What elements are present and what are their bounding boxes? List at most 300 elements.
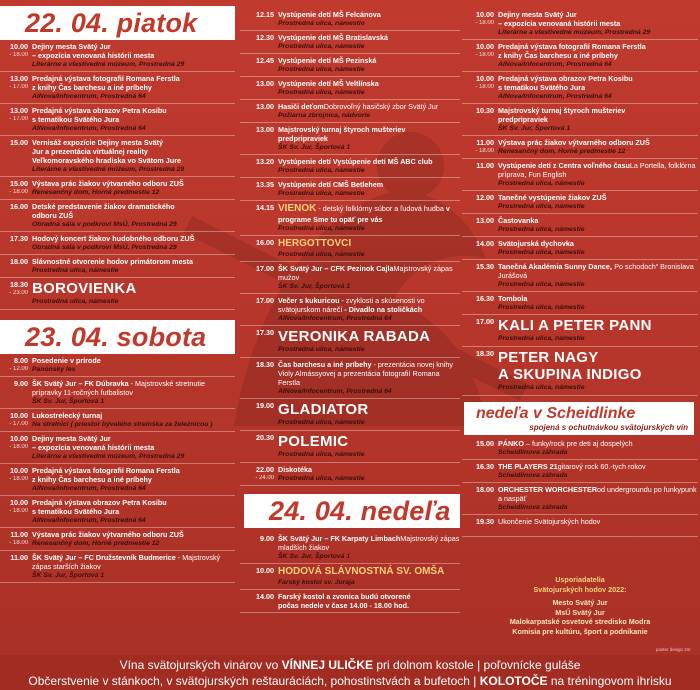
event-row: [0, 354, 235, 377]
event-body: [498, 74, 698, 101]
event-body: [32, 202, 235, 229]
event-start: 13.20: [256, 157, 274, 166]
event-start: 20.30: [256, 433, 274, 442]
event-body: [498, 349, 698, 393]
event-venue: AINova/Infocentrum, Prostredná 64: [498, 93, 612, 100]
event-title: Predajná výstava fotografií Romana Ferstla z knihy Čas barchesu a iné príbehy: [32, 466, 180, 484]
event-row: [0, 136, 235, 177]
event-time: [462, 42, 498, 69]
event-start: 19.30: [476, 517, 494, 526]
event-end: - 17.00: [9, 116, 28, 122]
event-start: 16.30: [476, 462, 494, 471]
event-body: [32, 498, 235, 525]
event-start: 17.00: [256, 264, 274, 273]
event-body: [278, 203, 460, 233]
event-end: - 18.00: [9, 508, 28, 514]
event-row: [240, 399, 460, 431]
event-venue: Renesančný dom, Horné predmestie 12: [498, 148, 626, 155]
event-body: [32, 466, 235, 493]
event-row: [0, 409, 235, 432]
event-end: - 18.00: [475, 20, 494, 26]
event-body: [32, 179, 235, 197]
event-row: [0, 432, 235, 464]
event-venue: Prostredná ulica, námestie: [498, 304, 585, 311]
event-time: [240, 360, 278, 396]
event-body: [278, 238, 460, 259]
event-row: [240, 358, 460, 399]
event-venue: Literárne a vlastivedné múzeum, Prostredná 29: [498, 29, 651, 36]
event-start: 17.30: [10, 234, 28, 243]
event-venue: Prostredná ulica, námestie: [498, 180, 585, 187]
event-venue: ŠK Sv. Jur, Športová 1: [278, 283, 351, 290]
event-start: 11.00: [476, 161, 494, 170]
event-highlight: VIENOK: [278, 203, 317, 214]
event-venue: Prostredná ulica, námestie: [278, 346, 365, 353]
event-body: [32, 530, 235, 548]
event-time: [0, 356, 32, 374]
event-time: [240, 203, 278, 233]
event-time: [240, 264, 278, 291]
event-row: [240, 100, 460, 123]
event-title: Vystúpenie detí CMŠ Betlehem: [278, 180, 384, 189]
event-time: [240, 296, 278, 323]
event-time: [240, 433, 278, 460]
event-body: [498, 262, 698, 289]
event-highlight: HODOVÁ SLÁVNOSTNÁ SV. OMŠA: [278, 566, 445, 577]
event-row: [240, 294, 460, 326]
event-title: Tombola: [498, 294, 528, 303]
event-title: Dejiny mesta Svätý Jur – expozícia venovaná histórii mesta: [32, 434, 155, 452]
event-row: [240, 262, 460, 294]
footer-line-2: [0, 673, 700, 689]
event-start: 16.30: [476, 294, 494, 303]
event-title: Častovanka: [498, 216, 539, 225]
event-row: [240, 590, 460, 613]
event-row: [462, 437, 698, 460]
event-note: - detský folklórny súbor a ľudová hudba: [316, 204, 444, 213]
event-note: gitarový rock 60.-tych rokov: [557, 462, 646, 471]
event-start: 16.00: [256, 238, 274, 247]
event-row: [240, 31, 460, 54]
event-row: [240, 77, 460, 100]
event-note: La Portella, folklórna príprava, Fun English: [498, 161, 696, 179]
event-venue: ŠK Sv. Jur, Športová 1: [32, 398, 105, 405]
event-venue: Literárne a vlastivedné múzeum, Prostredná 29: [32, 453, 185, 460]
sunday-events-cont: [462, 8, 698, 396]
event-body: [278, 566, 460, 587]
event-time: [462, 106, 498, 133]
footer-text: Občerstvenie v stánkoch, v svätojurských reštauráciách, pohostinstvách a bufetoch |: [28, 674, 480, 688]
event-row: [240, 54, 460, 77]
event-venue: ŠK Sv. Jur, Športová 1: [498, 125, 571, 132]
day-heading-friday: 22. 04. piatok: [0, 6, 235, 40]
scheidlinka-events: [462, 437, 698, 537]
event-end: - 17.00: [9, 84, 28, 90]
event-body: [498, 462, 698, 480]
event-title: Výstava prác žiakov výtvarného odboru ZUŠ: [498, 138, 650, 147]
event-start: 13.00: [10, 74, 28, 83]
event-row: [0, 377, 235, 409]
event-time: [462, 161, 498, 188]
event-row: [462, 159, 698, 191]
event-body: [32, 106, 235, 133]
event-venue: Prostredná ulica, námestie: [278, 190, 365, 197]
event-row: [462, 191, 698, 214]
event-time: [240, 10, 278, 28]
event-time: [0, 42, 32, 69]
event-title: PÁNKO: [498, 439, 524, 448]
event-time: [462, 462, 498, 480]
event-venue: Scheidlinova záhrada: [498, 472, 568, 479]
event-time: [0, 553, 32, 580]
event-start: 10.00: [256, 566, 274, 575]
event-time: [462, 294, 498, 312]
event-end: - 24.00: [255, 475, 274, 481]
event-title: Tanečná Akadémia Sunny Dance: [498, 262, 610, 271]
event-start: 10.00: [10, 498, 28, 507]
event-body: [32, 257, 235, 275]
event-body: [278, 56, 460, 74]
event-venue: AINova/Infocentrum, Prostredná 64: [32, 517, 146, 524]
event-row: [0, 104, 235, 136]
event-end: - 18.00: [9, 52, 28, 58]
event-start: 17.30: [256, 328, 274, 337]
event-row: [0, 278, 235, 310]
event-venue: Prostredná ulica, námestie: [278, 419, 365, 426]
event-venue: AINova/Infocentrum, Prostredná 64: [32, 485, 146, 492]
event-row: [0, 464, 235, 496]
event-row: [0, 496, 235, 528]
event-start: 11.00: [476, 138, 494, 147]
event-venue: Prostredná ulica, námestie: [498, 384, 585, 391]
event-headliner: BOROVIENKA: [32, 280, 137, 297]
event-title: Večer s kukuricou: [278, 296, 340, 305]
event-row: [240, 8, 460, 31]
event-time: [240, 79, 278, 97]
event-venue: Farský kostol sv. Juraja: [278, 579, 355, 586]
event-headliner: GLADIATOR: [278, 401, 369, 418]
event-title: Detské predstavenie žiakov dramatického odboru ZUŠ: [32, 202, 175, 220]
event-venue: Renesančný dom, Horné predmestie 12: [32, 189, 160, 196]
event-end: - 17.00: [9, 421, 28, 427]
event-venue: Prostredná ulica, námestie: [498, 203, 585, 210]
event-venue: ŠK Sv. Jur, Športová 1: [278, 144, 351, 151]
event-start: 13.00: [10, 106, 28, 115]
event-start: 11.00: [10, 553, 28, 562]
event-time: [240, 180, 278, 198]
event-title: ŠK Svätý Jur – FK Dúbravka: [32, 379, 129, 388]
event-title: Predajná výstava obrazov Petra Kosibu s tematikou Svätého Jura: [498, 74, 633, 92]
event-start: 13.00: [256, 79, 274, 88]
event-time: [462, 485, 498, 512]
event-venue: Prostredná ulica, námestie: [278, 167, 365, 174]
event-title: Predajná výstava fotografií Romana Ferstla z knihy Čas barchesu a iné príbehy: [498, 42, 646, 60]
event-title: Výstava prác žiakov výtvarného odboru ZUŠ: [32, 179, 184, 188]
event-note: - Majstrovský zápas starších žiakov: [32, 553, 221, 571]
event-start: 10.00: [10, 42, 28, 51]
event-row: [0, 72, 235, 104]
event-start: 10.00: [10, 434, 28, 443]
event-venue: Prostredná ulica, námestie: [32, 267, 119, 274]
event-time: [462, 138, 498, 156]
event-time: [0, 498, 32, 525]
event-row: [462, 292, 698, 315]
event-start: 10.30: [476, 106, 494, 115]
event-venue: ŠK Sv. Jur, Športová 1: [278, 553, 351, 560]
event-start: 11.00: [10, 530, 28, 539]
saturday-events-cont: [240, 8, 460, 486]
event-start: 14.00: [476, 239, 494, 248]
event-venue: Prostredná ulica, námestie: [32, 298, 119, 305]
event-time: [462, 10, 498, 37]
event-end: - 18.00: [9, 444, 28, 450]
event-note: - prezentácia novej knihy Violy Almássyovej a prezentácia fotografií Romana Ferstla: [278, 360, 453, 387]
event-venue: Literárne a vlastivedné múzeum, Prostredná 29: [32, 61, 185, 68]
event-time: [240, 566, 278, 587]
organizers-list: Mesto Svätý Jur MsÚ Svätý Jur Malokarpatské osvetové stredisko Modra Komisia pre kultúru, šport a podnikanie: [509, 598, 651, 636]
event-body: [32, 553, 235, 580]
event-time: [462, 439, 498, 457]
event-time: [462, 193, 498, 211]
event-row: [462, 260, 698, 292]
event-row: [462, 72, 698, 104]
event-row: [462, 315, 698, 347]
event-body: [278, 10, 460, 28]
event-time: [462, 317, 498, 344]
event-row: [240, 123, 460, 155]
event-title: Majstrovský turnaj štyroch mušteriev predpripraviek: [278, 125, 406, 143]
event-end: - 18.00: [9, 476, 28, 482]
event-body: [278, 465, 460, 483]
event-row: [0, 551, 235, 583]
event-title: Vystúpenie detí MŠ Pezinská: [278, 56, 377, 65]
event-time: [0, 257, 32, 275]
event-title: Dejiny mesta Svätý Jur – expozícia venovaná histórii mesta: [498, 10, 621, 28]
event-title: ORCHESTER WORCHESTER: [498, 485, 598, 494]
day-heading-sunday: 24. 04. nedeľa: [244, 494, 460, 528]
event-row: [0, 255, 235, 278]
event-time: [240, 534, 278, 561]
friday-events: [0, 40, 235, 310]
scheidlinka-title: nedeľa v Scheidlinke: [476, 405, 636, 422]
event-start: 13.35: [256, 180, 274, 189]
event-time: [240, 33, 278, 51]
event-title: Vystúpenie detí z Centra voľného času: [498, 161, 630, 170]
footer-highlight: KOLOTOČE: [479, 674, 548, 688]
organizers: [462, 575, 698, 636]
event-venue: Prostredná ulica, námestie: [498, 281, 585, 288]
event-venue: Scheidlinova záhrada: [498, 504, 568, 511]
event-row: [0, 40, 235, 72]
event-end: - 12.00: [9, 366, 28, 372]
event-title: Dejiny mesta Svätý Jur – expozícia venovaná histórii mesta: [32, 42, 155, 60]
event-row: [462, 214, 698, 237]
footer-highlight: VÍNNEJ ULIČKE: [281, 658, 374, 672]
event-time: [462, 239, 498, 257]
event-title: Čas barchesu a iné príbehy: [278, 360, 372, 369]
event-venue: ŠK Sv. Jur, Športová 1: [32, 572, 105, 579]
event-start: 13.00: [476, 216, 494, 225]
event-venue: AINova/Infocentrum, Prostredná 64: [278, 315, 392, 322]
event-body: [278, 264, 460, 291]
event-start: 10.00: [10, 411, 28, 420]
event-headliner: KALI A PETER PANN: [498, 317, 652, 334]
event-title: THE PLAYERS 21: [498, 462, 558, 471]
event-start: 10.00: [476, 74, 494, 83]
event-row: [240, 201, 460, 236]
event-start: 12.30: [256, 33, 274, 42]
event-start: 10.00: [476, 10, 494, 19]
event-time: [462, 517, 498, 534]
event-venue: AINova/Infocentrum, Prostredná 64: [32, 125, 146, 132]
event-time: [240, 102, 278, 120]
event-body: [498, 193, 698, 211]
event-body: [32, 74, 235, 101]
event-body: [498, 42, 698, 69]
event-start: 12.15: [256, 10, 274, 19]
event-body: [278, 79, 460, 97]
event-start: 18.30: [256, 360, 274, 369]
saturday-events: [0, 354, 235, 583]
event-time: [240, 401, 278, 428]
event-start: 22.00: [256, 465, 274, 474]
column-right: [462, 0, 698, 537]
event-venue: Požiarna zbrojnica, nádvorie: [278, 112, 371, 119]
design-credit: poster design 2nt: [656, 647, 691, 652]
event-note: od undergroundu po funkypunk a naspäť: [498, 485, 697, 503]
event-row: [240, 155, 460, 178]
event-note: - zvyklosti a skúsenosti vo svätojurskom nárečí: [278, 296, 425, 314]
event-venue: Prostredná ulica, námestie: [278, 451, 365, 458]
event-start: 10.00: [10, 466, 28, 475]
event-time: [0, 434, 32, 461]
event-body: [32, 411, 235, 429]
event-row: [0, 177, 235, 200]
event-row: [240, 236, 460, 262]
event-time: [240, 328, 278, 355]
event-start: 18.30: [10, 280, 28, 289]
event-title: Hasiči deťom: [278, 102, 324, 111]
event-time: [0, 202, 32, 229]
event-start: 18.30: [476, 349, 494, 358]
event-venue: Prostredná ulica, námestie: [498, 226, 585, 233]
event-start: 9.00: [260, 534, 274, 543]
event-start: 18.00: [10, 257, 28, 266]
event-time: [462, 216, 498, 234]
event-note: Majstrovský zápas mužov: [278, 264, 453, 282]
event-start: 15.00: [10, 138, 28, 147]
event-title: Svätojurská dychovka: [498, 239, 574, 248]
event-title: Výstava prác žiakov výtvarného odboru ZUŠ: [32, 530, 184, 539]
event-body: [32, 234, 235, 252]
event-body: [498, 106, 698, 133]
event-start: 18.00: [476, 485, 494, 494]
footer-text: pri dolnom kostole | poľovnícke guláše: [373, 658, 581, 672]
event-time: [0, 106, 32, 133]
event-start: 15.00: [476, 439, 494, 448]
event-time: [0, 379, 32, 406]
event-venue: Prostredná ulica, námestie: [278, 66, 365, 73]
event-body: [278, 592, 460, 610]
event-note: Ukončenie Svätojurských hodov: [498, 517, 601, 526]
event-start: 14.00: [256, 592, 274, 601]
event-title: Vystúpenie detí MŠ Veltlínska: [278, 79, 379, 88]
event-venue: Obradná sála v podkroví MsÚ, Prostredná 29: [32, 244, 177, 251]
event-note: Majstrovský zápas mladších žiakov: [278, 534, 460, 552]
event-row: [0, 528, 235, 551]
event-venue: AINova/Infocentrum, Prostredná 64: [278, 388, 392, 395]
event-title: ŠK Svätý Jur – FC Družstevník Budmerice: [32, 553, 176, 562]
event-time: [462, 74, 498, 101]
event-venue: Prostredná ulica, námestie: [278, 43, 365, 50]
event-time: [240, 125, 278, 152]
event-venue: AINova/Infocentrum, Prostredná 64: [32, 93, 146, 100]
event-body: [32, 356, 235, 374]
event-title: Posedenie v prírode: [32, 356, 101, 365]
event-body: [498, 517, 698, 534]
event-time: [240, 157, 278, 175]
event-end: - 18.00: [9, 540, 28, 546]
event-venue: Prostredná ulica, námestie: [498, 249, 585, 256]
event-start: 19.00: [256, 401, 274, 410]
event-headliner: POLEMIC: [278, 433, 349, 450]
event-title: Vernisáž expozície Dejiny mesta Svätý Jur a prezentácia virtuálnej reality Veľkomoravského hradiska vo Svätom Jure: [32, 138, 181, 165]
event-venue: Renesančný dom, Horné predmestie 12: [32, 540, 160, 547]
footer-text: na tréningovom ihrisku: [547, 674, 672, 688]
event-end: - 18.00: [475, 84, 494, 90]
event-row: [240, 532, 460, 564]
column-left: [0, 0, 235, 583]
event-row: [0, 232, 235, 255]
event-venue: Prostredná ulica, námestie: [278, 225, 365, 232]
event-time: [0, 530, 32, 548]
event-end: - 18.00: [475, 148, 494, 154]
event-body: [32, 280, 235, 307]
event-body: [278, 433, 460, 460]
footer: [0, 655, 700, 690]
event-title: Predajná výstava obrazov Petra Kosibu s tematikou Svätého Jura: [32, 106, 167, 124]
event-body: [32, 42, 235, 69]
event-body: [32, 434, 235, 461]
day-heading-saturday: 23. 04. sobota: [0, 320, 235, 354]
event-note: – funky/rock pre deti aj dospelých: [523, 439, 633, 448]
event-start: 13.00: [256, 102, 274, 111]
event-row: [240, 564, 460, 590]
event-time: [0, 179, 32, 197]
event-body: [278, 180, 460, 198]
event-row: [462, 460, 698, 483]
event-note: - Majstrovské stretnutie prípravky 11-ročných futbalistov: [32, 379, 205, 397]
event-row: [240, 463, 460, 486]
event-body: [498, 294, 698, 312]
event-extra: v programe Sme tu opäť pre vás: [278, 204, 450, 224]
event-title: Farský kostol a zvonica budú otvorené počas nedele v čase 14.00 - 18.00 hod.: [278, 592, 411, 610]
event-row: [462, 8, 698, 40]
event-venue: Prostredná ulica, námestie: [498, 335, 585, 342]
event-venue: Obradná sála v podkroví MsÚ, Prostredná 29: [32, 221, 177, 228]
event-start: 12.00: [476, 193, 494, 202]
event-body: [278, 102, 460, 120]
event-row: [240, 178, 460, 201]
event-start: 8.00: [14, 356, 28, 365]
event-title: Slávnostné otvorenie hodov primátorom mesta: [32, 257, 193, 266]
event-body: [278, 296, 460, 323]
event-body: [278, 328, 460, 355]
event-venue: Prostredná ulica, námestie: [278, 475, 365, 482]
event-extra: - Divadlo na stoličkách: [342, 305, 423, 314]
event-body: [32, 379, 235, 406]
event-row: [462, 40, 698, 72]
